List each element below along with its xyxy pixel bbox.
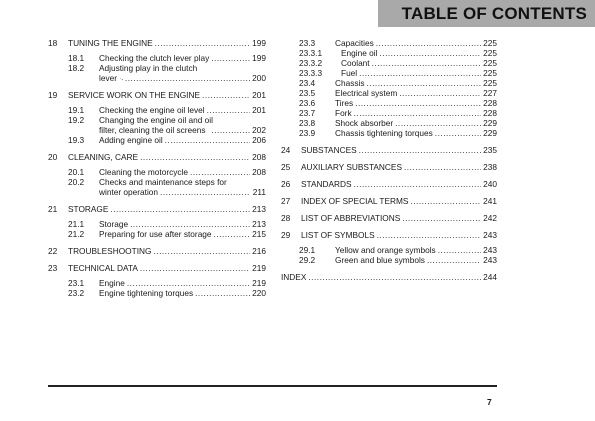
toc-entry-title: Green and blue symbols <box>335 255 425 265</box>
toc-entry[interactable] <box>48 167 266 177</box>
toc-entry-title: LIST OF SYMBOLS <box>301 230 375 240</box>
toc-entry-page: 241 <box>483 196 497 206</box>
toc-leader-dots <box>155 38 250 48</box>
toc-entry-number: 21 <box>48 204 58 214</box>
toc-entry-page: 201 <box>252 105 266 115</box>
toc-entry-title: Fuel <box>341 68 358 78</box>
toc-entry-title: Capacities <box>335 38 374 48</box>
toc-entry-number: 19 <box>48 90 58 100</box>
toc-entry[interactable] <box>48 288 266 298</box>
toc-entry-title: Engine oil <box>341 48 378 58</box>
toc-leader-dots <box>195 288 250 298</box>
toc-entry[interactable] <box>281 88 497 98</box>
toc-entry[interactable] <box>48 278 266 288</box>
toc-entry-number: 23.6 <box>299 98 316 108</box>
toc-entry-page: 243 <box>483 230 497 240</box>
toc-leader-dots <box>110 204 250 214</box>
toc-entry-title: Chassis <box>335 78 365 88</box>
toc-leader-dots <box>435 128 481 138</box>
toc-entry-title: SERVICE WORK ON THE ENGINE <box>68 90 201 100</box>
toc-leader-dots <box>402 213 481 223</box>
toc-entry-number: 21.2 <box>68 229 85 239</box>
toc-entry[interactable] <box>281 255 497 265</box>
toc-entry-page: 240 <box>483 179 497 189</box>
toc-entry[interactable] <box>48 90 266 100</box>
toc-entry-page: 215 <box>252 229 266 239</box>
toc-entry[interactable] <box>281 48 497 58</box>
toc-entry-title: INDEX <box>281 272 307 282</box>
toc-entry-title: TECHNICAL DATA <box>68 263 138 273</box>
toc-entry-title: CLEANING, CARE <box>68 152 139 162</box>
toc-entry-page: 228 <box>483 98 497 108</box>
toc-entry-title-continued: winter operation <box>99 187 159 197</box>
footer-divider <box>48 385 497 387</box>
toc-entry-title: AUXILIARY SUBSTANCES <box>301 162 402 172</box>
toc-entry-title: Checking the clutch lever play <box>99 53 210 63</box>
toc-entry-title: Adding engine oil <box>99 135 163 145</box>
toc-entry-title: Coolant <box>341 58 370 68</box>
toc-entry-number: 23.3.1 <box>299 48 323 58</box>
toc-entry-page: 202 <box>252 125 266 135</box>
toc-leader-dots <box>211 125 250 135</box>
toc-leader-dots <box>399 88 481 98</box>
toc-entry[interactable] <box>281 128 497 138</box>
toc-entry[interactable] <box>48 152 266 162</box>
toc-leader-dots <box>379 48 481 58</box>
toc-column-left <box>48 38 266 298</box>
toc-entry-number: 29 <box>281 230 291 240</box>
toc-entry-page: 208 <box>252 167 266 177</box>
toc-entry[interactable] <box>281 245 497 255</box>
toc-entry-number: 23.3.3 <box>299 68 323 78</box>
toc-entry-title: Electrical system <box>335 88 398 98</box>
toc-leader-dots <box>214 229 250 239</box>
toc-leader-dots <box>127 278 250 288</box>
toc-entry-page: 229 <box>483 118 497 128</box>
toc-entry-title-continued: lever <box>99 73 117 83</box>
toc-entry[interactable] <box>48 204 266 214</box>
toc-leader-dots <box>376 38 481 48</box>
toc-entry[interactable] <box>281 68 497 78</box>
toc-entry-page: 216 <box>252 246 266 256</box>
toc-leader-dots <box>190 167 250 177</box>
toc-entry-number: 23.4 <box>299 78 316 88</box>
toc-entry-title: Engine tightening torques <box>99 288 194 298</box>
toc-entry-number: 23.3 <box>299 38 316 48</box>
toc-entry[interactable] <box>281 58 497 68</box>
toc-entry-page: 211 <box>252 187 266 197</box>
toc-leader-dots <box>308 272 481 282</box>
toc-entry-title: STORAGE <box>68 204 109 214</box>
toc-entry-number: 23.5 <box>299 88 316 98</box>
toc-leader-dots <box>165 135 250 145</box>
toc-entry-title: Engine <box>99 278 125 288</box>
toc-entry[interactable] <box>281 145 497 155</box>
toc-entry[interactable] <box>48 135 266 145</box>
toc-leader-dots <box>404 162 481 172</box>
toc-entry-number: 18.2 <box>68 63 85 73</box>
toc-leader-dots <box>354 179 481 189</box>
toc-entry-title: Fork <box>335 108 352 118</box>
toc-leader-dots <box>153 246 250 256</box>
toc-entry[interactable] <box>281 230 497 240</box>
toc-entry-page: 225 <box>483 68 497 78</box>
toc-entry-page: 219 <box>252 263 266 273</box>
toc-leader-dots <box>130 219 250 229</box>
toc-leader-dots <box>140 263 250 273</box>
toc-entry-title: TUNING THE ENGINE <box>68 38 153 48</box>
toc-leader-dots <box>427 255 481 265</box>
toc-entry-number: 20.2 <box>68 177 85 187</box>
toc-entry[interactable] <box>281 108 497 118</box>
toc-entry[interactable] <box>48 229 266 239</box>
toc-entry[interactable] <box>48 38 266 48</box>
toc-entry-page: 213 <box>252 219 266 229</box>
toc-entry-page: 225 <box>483 58 497 68</box>
toc-entry-title: Preparing for use after storage <box>99 229 212 239</box>
toc-entry-number: 24 <box>281 145 291 155</box>
toc-entry-number: 18 <box>48 38 58 48</box>
toc-entry-number: 26 <box>281 179 291 189</box>
toc-leader-dots <box>377 230 481 240</box>
toc-entry-title-continued: filter, cleaning the oil screens <box>99 125 206 135</box>
toc-entry-page: 243 <box>483 245 497 255</box>
toc-entry[interactable] <box>281 162 497 172</box>
toc-entry-page: 227 <box>483 88 497 98</box>
toc-entry-number: 29.1 <box>299 245 316 255</box>
toc-entry-number: 22 <box>48 246 58 256</box>
toc-entry-number: 25 <box>281 162 291 172</box>
toc-entry-number: 23 <box>48 263 58 273</box>
toc-entry[interactable] <box>281 118 497 128</box>
toc-entry[interactable] <box>281 179 497 189</box>
toc-entry[interactable] <box>48 246 266 256</box>
toc-entry-number: 18.1 <box>68 53 85 63</box>
toc-entry-number: 20 <box>48 152 58 162</box>
toc-entry[interactable] <box>281 213 497 223</box>
toc-entry-number: 23.1 <box>68 278 85 288</box>
toc-entry[interactable] <box>281 196 497 206</box>
toc-entry[interactable] <box>281 98 497 108</box>
toc-leader-dots <box>359 145 481 155</box>
toc-entry-number: 23.3.2 <box>299 58 323 68</box>
toc-entry-page: 238 <box>483 162 497 172</box>
toc-entry-title: SUBSTANCES <box>301 145 357 155</box>
toc-leader-dots <box>367 78 481 88</box>
toc-entry[interactable] <box>48 263 266 273</box>
toc-leader-dots <box>207 105 250 115</box>
toc-column-right <box>281 38 497 282</box>
toc-entry-page: 235 <box>483 145 497 155</box>
toc-entry-title: Tires <box>335 98 354 108</box>
toc-entry-number: 23.7 <box>299 108 316 118</box>
toc-entry-page: 228 <box>483 108 497 118</box>
toc-entry-page: 201 <box>252 90 266 100</box>
toc-entry-title: Yellow and orange symbols <box>335 245 436 255</box>
page-number: 7 <box>487 397 492 407</box>
toc-entry-page: 208 <box>252 152 266 162</box>
toc-entry[interactable] <box>48 177 266 197</box>
toc-entry[interactable] <box>48 63 266 83</box>
toc-entry-page: 199 <box>252 38 266 48</box>
toc-leader-dots <box>354 108 481 118</box>
toc-entry-page: 220 <box>252 288 266 298</box>
toc-entry-page: 213 <box>252 204 266 214</box>
toc-leader-dots <box>211 53 250 63</box>
toc-entry[interactable] <box>281 78 497 88</box>
toc-entry[interactable] <box>48 115 266 135</box>
toc-leader-dots <box>359 68 481 78</box>
toc-entry-title: Adjusting play in the clutch <box>99 63 198 73</box>
toc-entry-title: LIST OF ABBREVIATIONS <box>301 213 401 223</box>
toc-leader-dots <box>202 90 250 100</box>
toc-entry-page: 199 <box>252 53 266 63</box>
toc-entry-title: Cleaning the motorcycle <box>99 167 189 177</box>
toc-entry-page: 225 <box>483 38 497 48</box>
toc-entry-page: 229 <box>483 128 497 138</box>
toc-entry-number: 19.2 <box>68 115 85 125</box>
page-title: TABLE OF CONTENTS <box>401 4 587 23</box>
toc-leader-dots <box>355 98 481 108</box>
toc-leader-dots <box>410 196 481 206</box>
toc-entry-title: Chassis tightening torques <box>335 128 433 138</box>
toc-entry-title: Changing the engine oil and oil <box>99 115 213 125</box>
toc-leader-dots <box>140 152 250 162</box>
toc-entry-title: Storage <box>99 219 129 229</box>
header-bar <box>378 0 595 27</box>
toc-entry-number: 23.8 <box>299 118 316 128</box>
toc-entry-number: 29.2 <box>299 255 316 265</box>
toc-entry-page: 242 <box>483 213 497 223</box>
toc-entry-page: 206 <box>252 135 266 145</box>
toc-entry-title: TROUBLESHOOTING <box>68 246 152 256</box>
toc-entry-page: 219 <box>252 278 266 288</box>
toc-entry-page: 225 <box>483 78 497 88</box>
toc-leader-dots <box>160 187 250 197</box>
toc-entry-title: Checking the engine oil level <box>99 105 205 115</box>
toc-entry-title: STANDARDS <box>301 179 352 189</box>
toc-entry-number: 28 <box>281 213 291 223</box>
toc-entry[interactable] <box>48 219 266 229</box>
toc-entry-page: 200 <box>252 73 266 83</box>
toc-leader-dots <box>438 245 481 255</box>
toc-entry-number: 20.1 <box>68 167 85 177</box>
toc-entry-number: 23.9 <box>299 128 316 138</box>
toc-entry[interactable] <box>48 105 266 115</box>
toc-entry-title: Shock absorber <box>335 118 394 128</box>
toc-entry-number: 19.3 <box>68 135 85 145</box>
toc-entry[interactable] <box>48 53 266 63</box>
wrench-icon <box>120 75 123 83</box>
toc-entry-page: 244 <box>483 272 497 282</box>
toc-entry-number: 21.1 <box>68 219 85 229</box>
toc-entry-number: 23.2 <box>68 288 85 298</box>
toc-entry-number: 19.1 <box>68 105 85 115</box>
toc-entry-page: 225 <box>483 48 497 58</box>
toc-entry-title: INDEX OF SPECIAL TERMS <box>301 196 409 206</box>
toc-entry-number: 27 <box>281 196 291 206</box>
toc-entry[interactable] <box>281 38 497 48</box>
toc-leader-dots <box>125 73 250 83</box>
toc-entry[interactable] <box>281 272 497 282</box>
toc-entry-page: 243 <box>483 255 497 265</box>
toc-entry-title: Checks and maintenance steps for <box>99 177 227 187</box>
toc-leader-dots <box>372 58 481 68</box>
toc-leader-dots <box>395 118 481 128</box>
wrench-icon <box>209 127 210 135</box>
